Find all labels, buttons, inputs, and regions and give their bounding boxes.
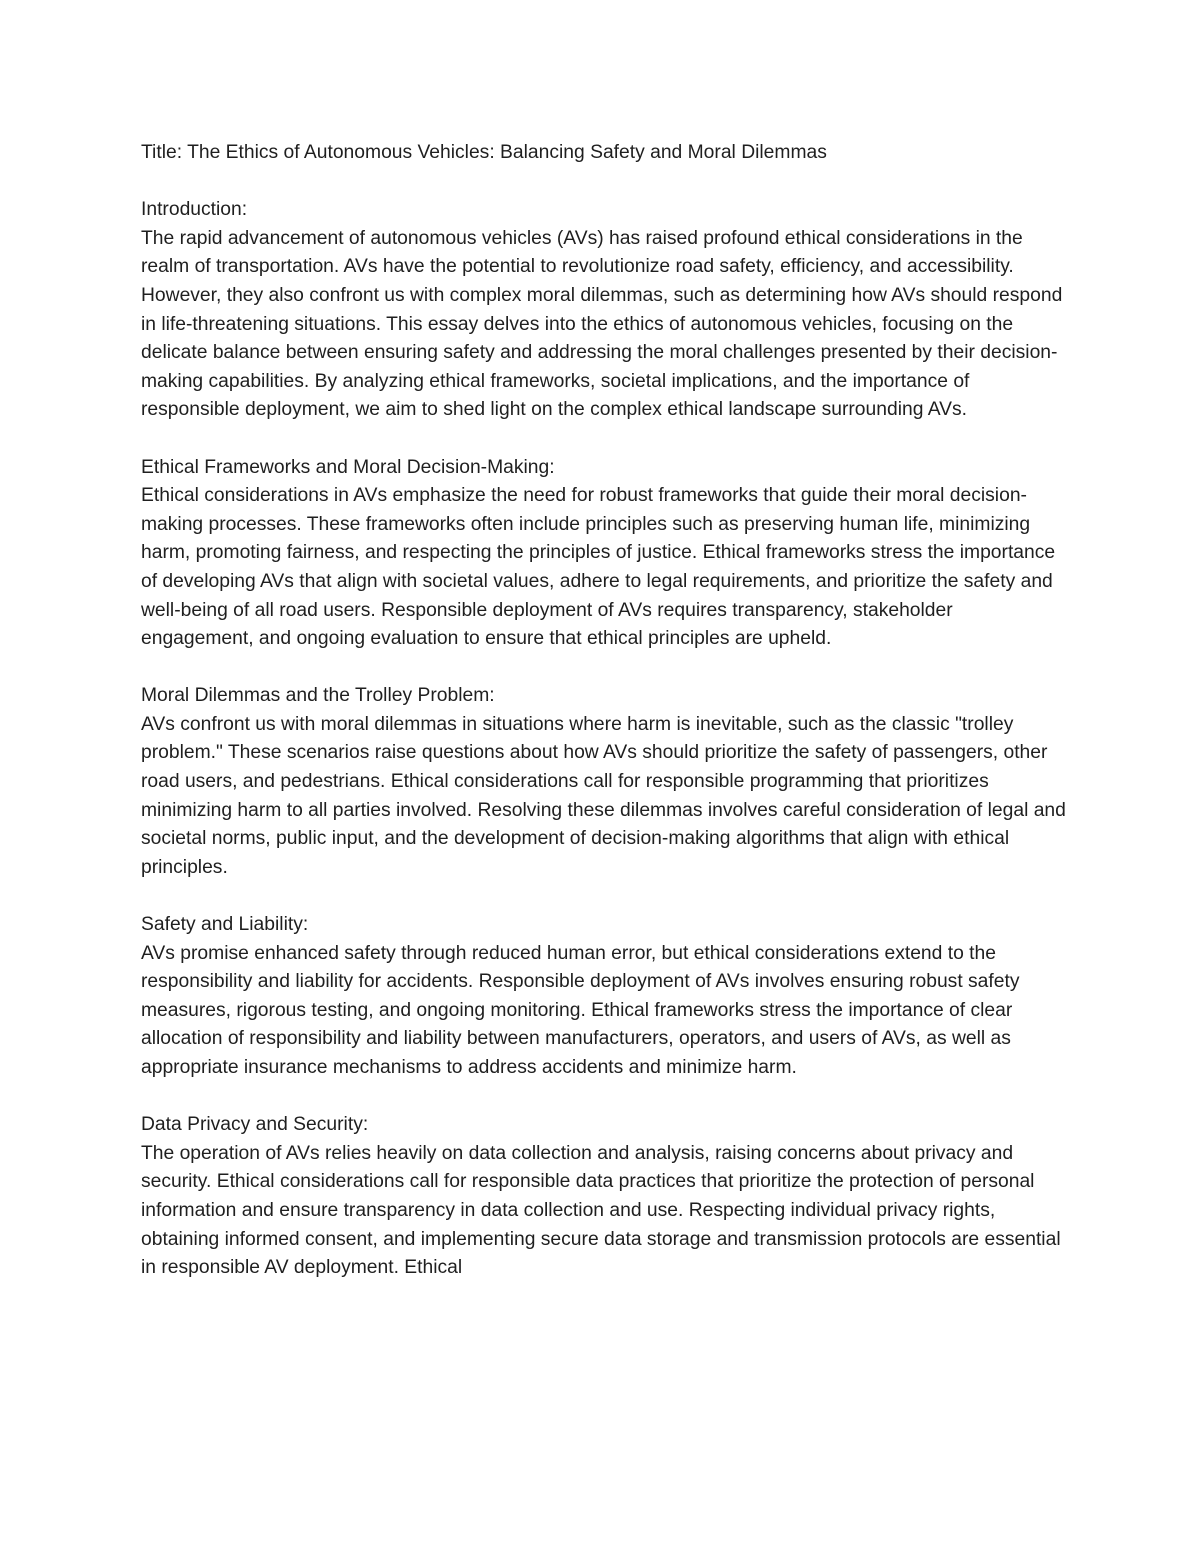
section-heading: Safety and Liability: — [141, 914, 309, 936]
section-heading: Introduction: — [141, 199, 248, 221]
spacer — [141, 425, 1066, 454]
spacer — [141, 1083, 1066, 1112]
section-safety-liability — [141, 911, 1066, 1083]
section-heading: Moral Dilemmas and the Trolley Problem: — [141, 685, 495, 707]
spacer — [141, 168, 1066, 197]
section-data-privacy — [141, 1111, 1066, 1283]
section-heading: Data Privacy and Security: — [141, 1114, 369, 1136]
section-ethical-frameworks — [141, 454, 1066, 654]
document-content — [141, 139, 1066, 1283]
section-body: AVs confront us with moral dilemmas in situations where harm is inevitable, such as the classic "trolley problem." These scenarios raise questions about how AVs should prioritize the safety of passengers, other road users, and pedestrians. Ethical considerations call for responsible programming that prioritizes minimizing harm to all parties involved. Resolving these dilemmas involves careful consideration of legal and societal norms, public input, and the development of decision-making algorithms that align with ethical principles. — [141, 713, 1066, 878]
spacer — [141, 654, 1066, 683]
section-body: AVs promise enhanced safety through reduced human error, but ethical considerations extend to the responsibility and liability for accidents. Responsible deployment of AVs involves ensuring robust safety measures, rigorous testing, and ongoing monitoring. Ethical frameworks stress the importance of clear allocation of responsibility and liability between manufacturers, operators, and users of AVs, as well as appropriate insurance mechanisms to address accidents and minimize harm. — [141, 942, 1020, 1078]
section-introduction — [141, 196, 1066, 425]
spacer — [141, 882, 1066, 911]
section-body: The operation of AVs relies heavily on data collection and analysis, raising concerns about privacy and security. Ethical considerations call for responsible data practices that prioritize the protection of personal information and ensure transparency in data collection and use. Respecting individual privacy rights, obtaining informed consent, and implementing secure data storage and transmission protocols are essential in responsible AV deployment. Ethical — [141, 1142, 1061, 1279]
section-body: The rapid advancement of autonomous vehicles (AVs) has raised profound ethical considerations in the realm of transportation. AVs have the potential to revolutionize road safety, efficiency, and accessibility. However, they also confront us with complex moral dilemmas, such as determining how AVs should respond in life-threatening situations. This essay delves into the ethics of autonomous vehicles, focusing on the delicate balance between ensuring safety and addressing the moral challenges presented by their decision-making capabilities. By analyzing ethical frameworks, societal implications, and the importance of responsible deployment, we aim to shed light on the complex ethical landscape surrounding AVs. — [141, 227, 1063, 421]
document-title: Title: The Ethics of Autonomous Vehicles: Balancing Safety and Moral Dilemmas — [141, 142, 827, 163]
section-body: Ethical considerations in AVs emphasize the need for robust frameworks that guide their moral decision-making processes. These frameworks often include principles such as preserving human life, minimizing harm, promoting fairness, and respecting the principles of justice. Ethical frameworks stress the importance of developing AVs that align with societal values, adhere to legal requirements, and prioritize the safety and well-being of all road users. Responsible deployment of AVs requires transparency, stakeholder engagement, and ongoing evaluation to ensure that ethical principles are upheld. — [141, 485, 1056, 650]
section-heading: Ethical Frameworks and Moral Decision-Making: — [141, 456, 555, 478]
section-moral-dilemmas — [141, 682, 1066, 882]
